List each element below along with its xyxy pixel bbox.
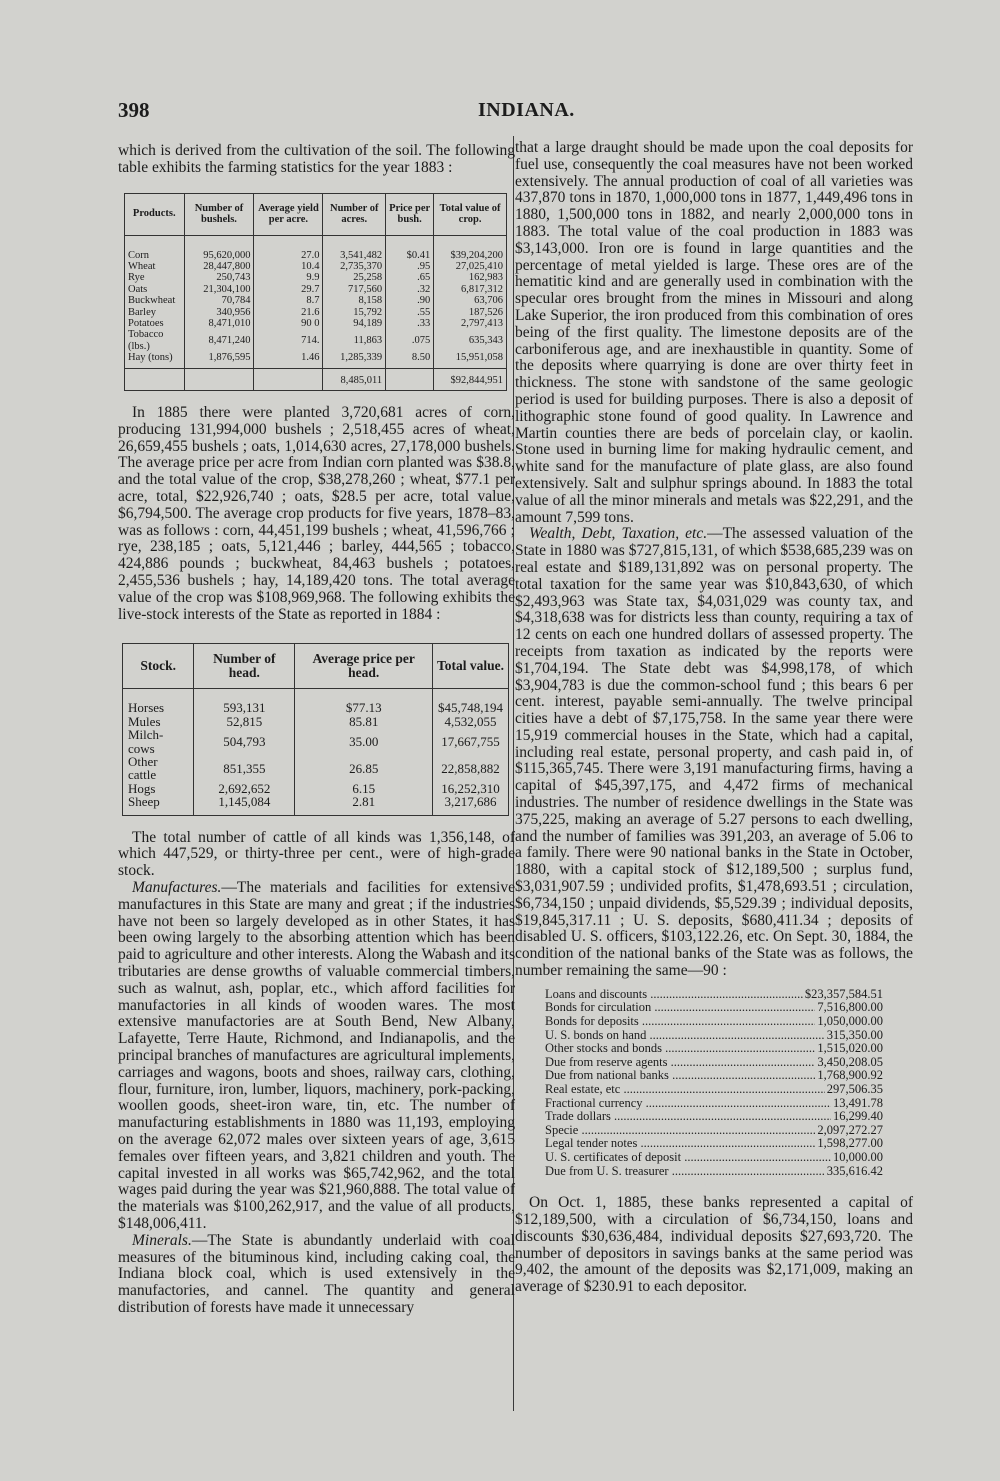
crop-table-header [125,193,507,235]
list-item: Due from U. S. treasurer ..... 335,616.42 [545,1165,883,1179]
paragraph-coal-iron: that a large draught should be made upon the coal deposits for fuel use, consequently the coal measures have not been worked extensively. The annual production of coal of all varieties was 437,870 tons in 1870, 1,000,000 tons in 1877, 1,449,496 tons in 1880, 1,500,000 tons in 1882, and nearly 2,000,000 tons in 1883. The total value of the coal production in 1883 was $3,143,000. Iron ore is found in large quantities and the percentage of metal yielded is large. These ores are of the hematitic kind and are generally used in combination with the specular ores brought from the mines in Missouri and along Lake Superior, the iron produced from this combination of ores being of the first quality. The limestone deposits are of the carboniferous age, and are inexhaustible in quantity. Some of the deposits where quarrying is done are over thirty feet in thickness. The stone with sandstone of the same geologic period is used for building purposes. There is also a deposit of lithographic stone found of good quality. In Lawrence and Martin counties there are beds of porcelain clay, or kaolin. Stone used in burning lime for making hydraulic cement, and white sand for the manufacture of plate glass, are also found extensively. Salt and sulphur springs abound. In 1883 the total value of all the minor minerals and metals was $22,291, and the amount 7,599 tons. [515,139,913,526]
wealth-heading: Wealth, Debt, Taxation, etc. [529,525,708,543]
bank-condition-list [545,988,883,1178]
crop-header-cell: Total value of crop. [434,193,507,235]
minerals-heading: Minerals. [132,1231,192,1249]
table-row: Oats 21,304,100 29.7 717,560 .32 6,817,312 [125,284,507,295]
paragraph-1885-crops: In 1885 there were planted 3,720,681 acres of corn, producing 131,994,000 bushels ; 2,518,455 acres of wheat, 26,659,455 bushels ; oats, 1,014,630 acres, 27,178,000 bushels. The average price per acre from Indian corn planted was $38.8, and the total value of the crop, $38,278,260 ; wheat, $77.1 per acre, total, $22,926,740 ; oats, $28.5 per acre, total value, $6,794,500. The average crop products for five years, 1878–83, was as follows : corn, 44,451,199 bushels ; wheat, 41,596,766 ; rye, 238,185 ; oats, 5,121,446 ; barley, 444,565 ; tobacco, 424,886 pounds ; buckwheat, 84,463 bushels ; potatoes, 2,455,536 bushels ; hay, 14,189,420 tons. The total average value of the crop was $108,969,968. The following exhibits the live-stock interests of the State as reported in 1884 : [118,404,515,623]
table-row: Potatoes 8,471,010 90 0 94,189 .33 2,797,413 [125,318,507,329]
livestock-header-cell: Average price per head. [295,644,433,689]
left-column [118,143,515,1317]
crop-table [124,193,507,391]
table-row: Mules 52,815 85.81 4,532,055 [123,715,509,728]
list-item: Real estate, etc ..... 297,506.35 [545,1083,883,1097]
right-column [515,140,913,1296]
list-item: Bonds for circulation ..... 7,516,800.00 [545,1001,883,1015]
crop-table-total-row [125,368,507,390]
table-row: Hay (tons) 1,876,595 1.46 1,285,339 8.50 15,951,058 [125,352,507,368]
manufactures-heading: Manufactures. [132,879,222,897]
list-item: Loans and discounts ..... $23,357,584.51 [545,988,883,1002]
table-spacer [125,235,507,250]
livestock-header-cell: Stock. [123,644,194,689]
manufactures-text: —The materials and facilities for extensive manufactures in this State are many and great ; if the industries have not been so largely developed as in other States, it has been owing largely to the absorbing attention which has been paid to agriculture and other interests. Along the Wabash and its tributaries are dense growths of valuable commercial timbers, such as walnut, ash, poplar, etc., which afford facilities for manufactories in all kinds of wooden wares. The most extensive manufactories are at South Bend, New Albany, Lafayette, Terre Haute, Richmond, and Indianapolis, and the principal branches of manufactures are agricultural implements, carriages and wagons, boots and shoes, railway cars, clothing, flour, furniture, iron, lumber, liquors, machinery, pork-packing, woollen goods, sheet-iron ware, tin, etc. The number of manufacturing establishments in 1880 was 11,193, employing on the average 62,072 males over sixteen years of age, 3,615 females over fifteen years, and 3,821 children and youth. The capital invested in all works was $65,742,962, and the total wages paid during the year was $21,960,888. The total value of the materials was $100,262,917, and the value of all products, $148,006,411. [118,879,515,1232]
table-row: Other cattle 851,355 26.85 22,858,882 [123,755,509,782]
table-row: Wheat 28,447,800 10.4 2,735,370 .95 27,025,410 [125,261,507,272]
list-item: Due from national banks ..... 1,768,900.92 [545,1069,883,1083]
table-row: Corn 95,620,000 27.0 3,541,482 $0.41 $39,204,200 [125,250,507,261]
crop-header-cell: Average yield per acre. [254,193,323,235]
paragraph-wealth [515,526,913,980]
running-head: INDIANA. [478,99,575,121]
list-item: Fractional currency ..... 13,491.78 [545,1097,883,1111]
list-item: Due from reserve agents ..... 3,450,208.05 [545,1056,883,1070]
table-row: Horses 593,131 $77.13 $45,748,194 [123,701,509,714]
paragraph-cattle: The total number of cattle of all kinds was 1,356,148, of which 447,529, or thirty-three per cent., were of high-grade stock. [118,828,515,880]
list-item: U. S. bonds on hand ..... 315,350.00 [545,1029,883,1043]
total-value: $92,844,951 [434,368,507,390]
crop-header-cell: Number of bushels. [184,193,254,235]
livestock-table [122,643,509,815]
livestock-header-cell: Number of head. [194,644,295,689]
intro-paragraph: which is derived from the cultivation of the soil. The following table exhibits the farming statistics for the year 1883 : [118,142,515,176]
crop-header-cell: Products. [125,193,185,235]
minerals-text: —The State is abundantly underlaid with coal measures of the bituminous kind, including caking coal, the Indiana block coal, which is used extensively in the manufactories, and cannel. The quantity and general distribution of forests have made it unnecessary [118,1231,515,1316]
paragraph-1885-banks: On Oct. 1, 1885, these banks represented a capital of $12,189,500, with a circulation of $6,734,150, loans and discounts $30,636,484, individual deposits $27,693,720. The number of depositors in savings banks at the same period was 9,402, the amount of the deposits was $2,171,009, making an average of $230.91 to each depositor. [515,1194,913,1296]
list-item: Trade dollars ..... 16,299.40 [545,1110,883,1124]
paragraph-minerals [118,1233,515,1317]
livestock-header-cell: Total value. [432,644,508,689]
table-row: Tobacco (lbs.) 8,471,240 714. 11,863 .075 635,343 [125,329,507,352]
list-item: Legal tender notes ..... 1,598,277.00 [545,1137,883,1151]
crop-header-cell: Price per bush. [386,193,434,235]
wealth-text: —The assessed valuation of the State in 1880 was $727,815,131, of which $538,685,239 was on real estate and $189,131,892 was on personal property. The total taxation for the same year was $10,843,630, of which $2,493,963 was State tax, $4,031,029 was county tax, and $4,318,638 was for districts less than county, requiring a tax of 12 cents on each one hundred dollars of assessed property. The receipts from taxation as indicated by the reports were $1,704,194. The State debt was $4,998,178, of which $3,904,783 is due the common-school fund ; this bears 6 per cent. interest, payable semi-annually. The twelve principal cities have a debt of $7,175,758. In the same year there were 15,919 commercial houses in the State, which had a capital, including real estate, personal property, and cash paid in, of $115,365,745. There were 3,191 manufacturing firms, having a capital of $45,397,175, and 4,472 firms of mechanical industries. The number of residence dwellings in the State was 375,225, making an average of 5.27 persons to each dwelling, and the number of families was 391,203, an average of 5.06 to a family. There were 90 national banks in the State in October, 1880, with a capital stock of $12,189,500 ; surplus fund, $3,031,907.59 ; undivided profits, $1,478,693.51 ; circulation, $6,734,150 ; unpaid dividends, $5,529.39 ; individual deposits, $19,845,317.11 ; U. S. deposits, $680,411.34 ; deposits of disabled U. S. officers, $103,122.26, etc. On Sept. 30, 1884, the condition of the national banks of the State was as follows, the number remaining the same—90 : [515,525,913,980]
table-row: Barley 340,956 21.6 15,792 .55 187,526 [125,307,507,318]
list-item: Specie ..... 2,097,272.27 [545,1124,883,1138]
table-row: Milch-cows 504,793 35.00 17,667,755 [123,728,509,755]
page-number: 398 [118,98,150,122]
table-row: Sheep 1,145,084 2.81 3,217,686 [123,795,509,815]
paragraph-manufactures [118,880,515,1233]
crop-header-cell: Number of acres. [323,193,386,235]
table-row: Buckwheat 70,784 8.7 8,158 .90 63,706 [125,295,507,306]
total-acres: 8,485,011 [323,368,386,390]
table-row: Rye 250,743 9.9 25,258 .65 162,983 [125,272,507,283]
table-row: Hogs 2,692,652 6.15 16,252,310 [123,782,509,795]
livestock-table-header [123,644,509,689]
list-item: U. S. certificates of deposit ..... 10,000.00 [545,1151,883,1165]
list-item: Bonds for deposits ..... 1,050,000.00 [545,1015,883,1029]
list-item: Other stocks and bonds ..... 1,515,020.00 [545,1042,883,1056]
